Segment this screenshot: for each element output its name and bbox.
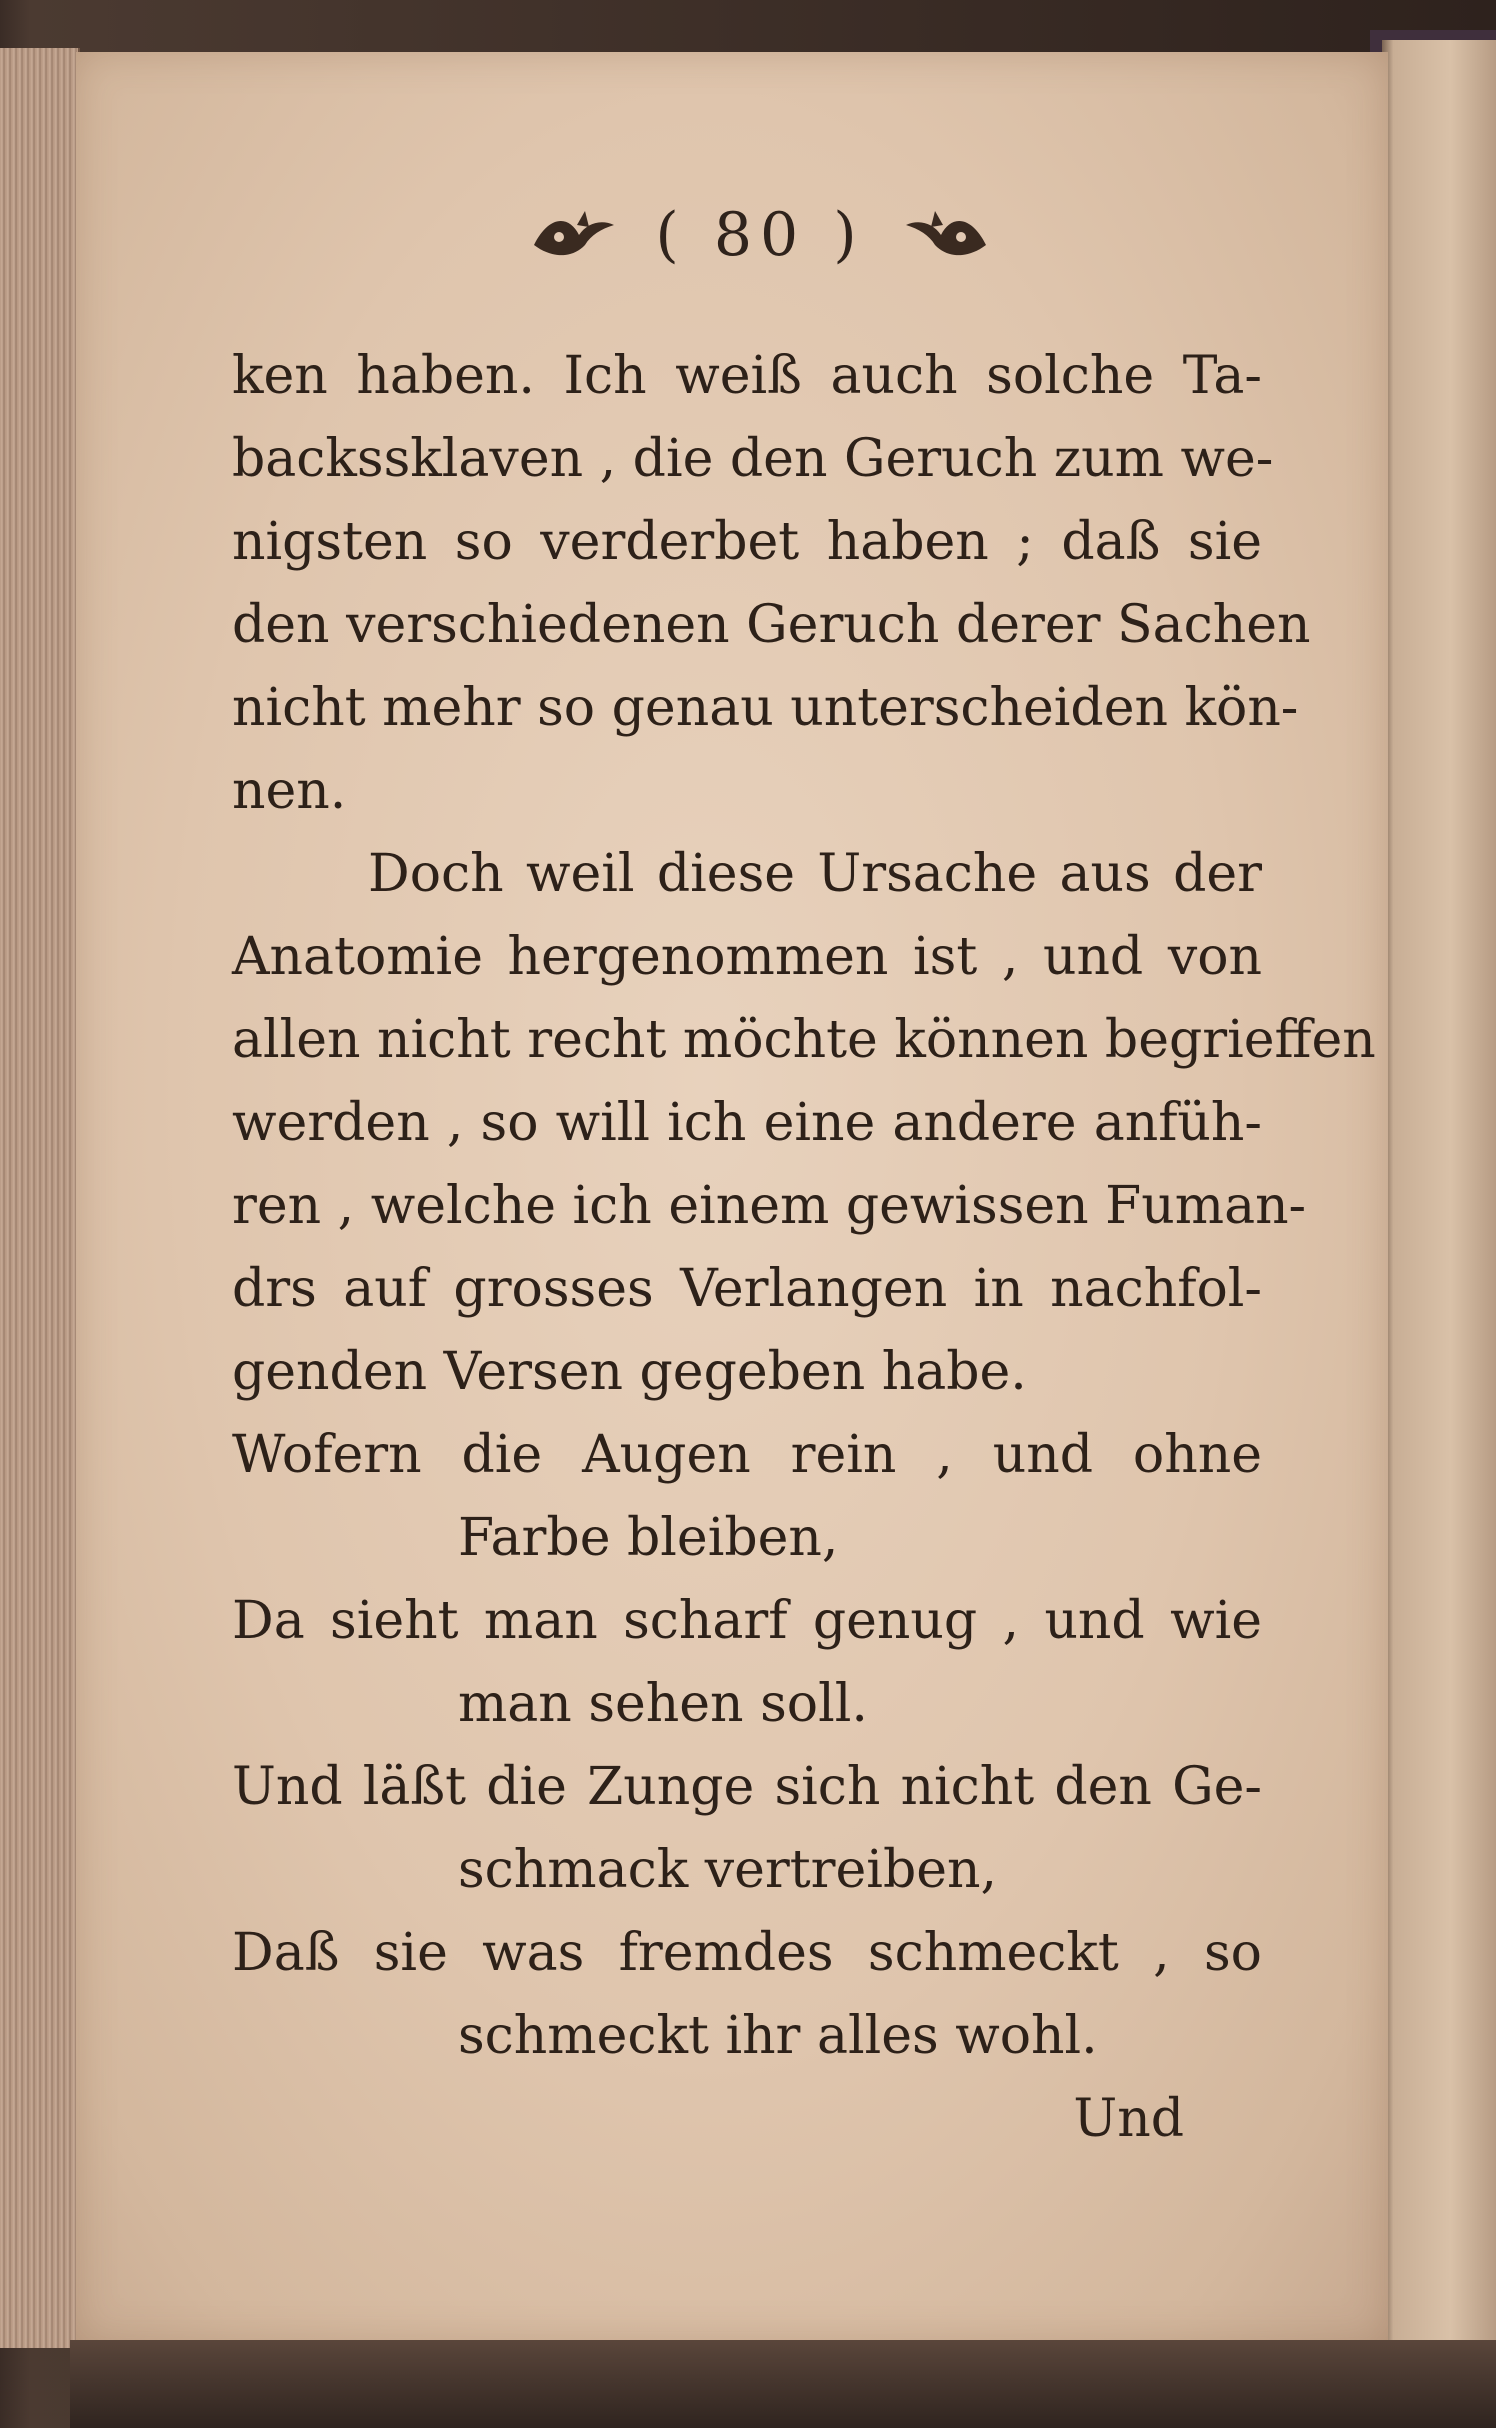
verse-line: schmeckt ihr alles wohl. [458,2006,1098,2066]
text-line: nen. [232,761,347,821]
text-line: Doch weil diese Ursache aus der [368,844,1262,904]
text-line: nicht mehr so genau unterscheiden kön- [232,678,1299,738]
verse-line: Farbe bleiben, [458,1508,839,1568]
text-line: ren , welche ich einem gewissen Fuman- [232,1176,1307,1236]
page-text [232,335,1376,2161]
text-line: backssklaven , die den Geruch zum we- [232,429,1274,489]
scan-bottom-edge [70,2340,1496,2428]
page-header [470,190,1050,280]
paragraph-1 [232,335,1311,833]
text-line: drs auf grosses Verlangen in nachfol- [232,1259,1262,1319]
verse-line: Da sieht man scharf genug , und wie [232,1591,1262,1651]
text-line: nigsten so verderbet haben ; daß sie [232,512,1262,572]
text-line: werden , so will ich eine andere anfüh- [232,1093,1262,1153]
text-line: ken haben. Ich weiß auch solche Ta- [232,346,1262,406]
verse-line: Daß sie was fremdes schmeckt , so [232,1923,1262,1983]
facing-page-edge [1382,40,1496,2370]
fleuron-left-icon [529,205,619,265]
book-page-edges [0,48,80,2348]
catchword: Und [1073,2089,1184,2149]
fleuron-right-icon [901,205,991,265]
verse-line: man sehen soll. [458,1674,868,1734]
verse-line: Und läßt die Zunge sich nicht den Ge- [232,1757,1262,1817]
page-number: ( 80 ) [655,200,865,270]
verse [232,1414,1262,2078]
text-line: allen nicht recht möchte können begrieffen [232,1010,1376,1070]
text-line: genden Versen gegeben habe. [232,1342,1027,1402]
text-line: Anatomie hergenommen ist , und von [232,927,1262,987]
verse-line: Wofern die Augen rein , und ohne [232,1425,1262,1485]
verse-line: schmack vertreiben, [458,1840,998,1900]
text-line: den verschiedenen Geruch derer Sachen [232,595,1311,655]
paragraph-2 [232,833,1376,1414]
